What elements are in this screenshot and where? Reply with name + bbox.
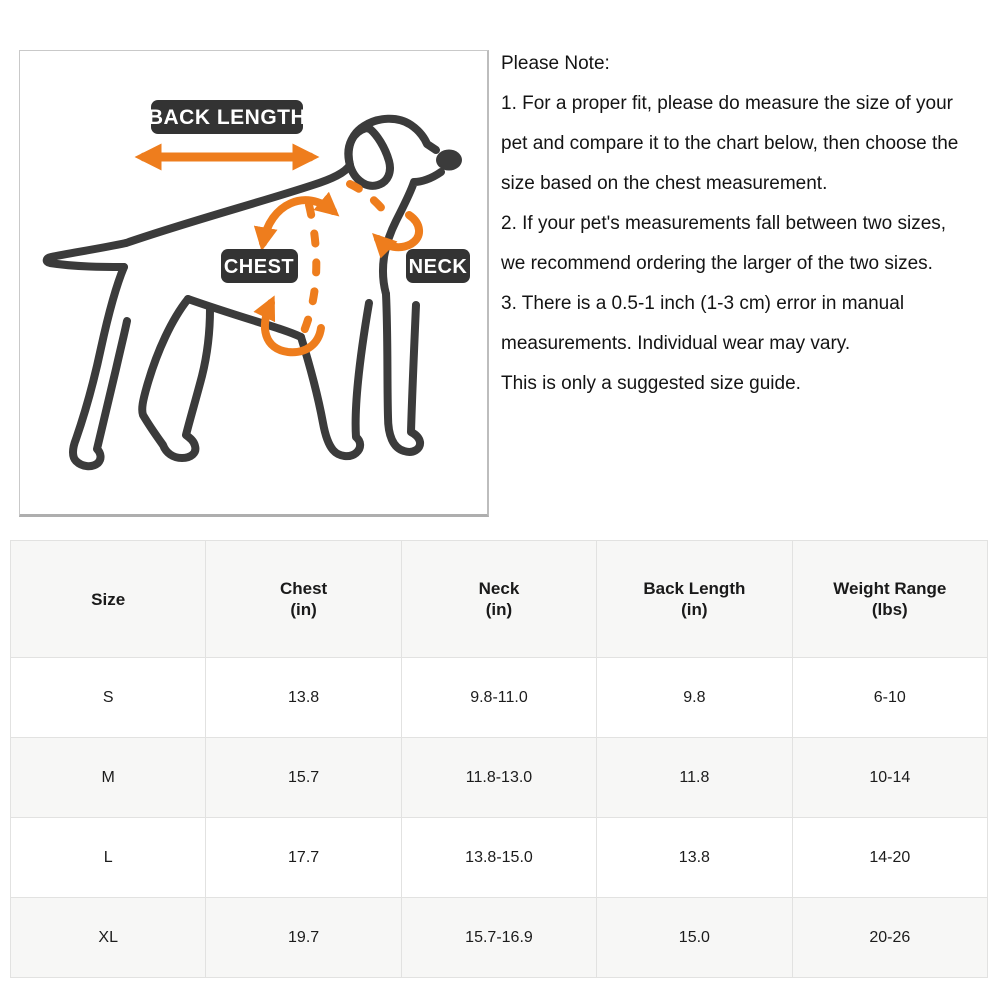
size-chart-table [10, 540, 988, 978]
column-header-back-length: Back Length (in) [597, 541, 792, 658]
dog-diagram-svg [20, 51, 488, 513]
table-row-m [11, 738, 988, 818]
table-cell: 15.7-16.9 [401, 898, 596, 978]
table-cell: 6-10 [792, 658, 987, 738]
table-cell: 11.8 [597, 738, 792, 818]
note-line: 3. There is a 0.5-1 inch (1-3 cm) error in manual [501, 293, 905, 314]
table-cell: 9.8 [597, 658, 792, 738]
table-row-xl [11, 898, 988, 978]
table-cell: 10-14 [792, 738, 987, 818]
table-cell: 19.7 [206, 898, 401, 978]
note-line: we recommend ordering the larger of the two sizes. [501, 253, 933, 274]
chest-girth-dashed-line [304, 205, 316, 331]
dog-front-leg-far [301, 303, 369, 456]
table-cell: 13.8 [206, 658, 401, 738]
dog-nose [436, 150, 462, 171]
column-header-weight: Weight Range (lbs) [792, 541, 987, 658]
note-line: size based on the chest measurement. [501, 173, 828, 194]
note-line: This is only a suggested size guide. [501, 373, 801, 394]
column-header-neck: Neck (in) [401, 541, 596, 658]
dog-outline [47, 119, 462, 466]
table-cell: 9.8-11.0 [401, 658, 596, 738]
table-cell: 11.8-13.0 [401, 738, 596, 818]
table-cell: 20-26 [792, 898, 987, 978]
dog-rear-leg-far [73, 267, 127, 466]
dog-ear [348, 128, 390, 186]
table-row-l [11, 818, 988, 898]
note-line: pet and compare it to the chart below, then choose the [501, 133, 959, 154]
table-cell: 13.8 [597, 818, 792, 898]
table-cell: 17.7 [206, 818, 401, 898]
table-cell: L [11, 818, 206, 898]
dog-rear-leg-near [142, 299, 210, 458]
column-header-size: Size [11, 541, 206, 658]
chest-label: CHEST [223, 256, 295, 278]
column-header-chest: Chest (in) [206, 541, 401, 658]
table-cell: 15.0 [597, 898, 792, 978]
table-cell: 14-20 [792, 818, 987, 898]
dog-measurement-diagram [19, 50, 489, 517]
chest-girth-top-arrow [263, 200, 333, 243]
back-length-label: BACK LENGTH [147, 106, 307, 129]
table-row-s [11, 658, 988, 738]
note-line: Please Note: [501, 53, 610, 74]
dog-belly-line [188, 299, 301, 337]
table-cell: 15.7 [206, 738, 401, 818]
note-line: measurements. Individual wear may vary. [501, 333, 851, 354]
neck-label: NECK [408, 256, 468, 278]
note-line: 1. For a proper fit, please do measure the size of your [501, 93, 954, 114]
diagram-labels [148, 100, 470, 283]
header-row [11, 541, 988, 658]
table-cell: M [11, 738, 206, 818]
table-cell: S [11, 658, 206, 738]
table-cell: XL [11, 898, 206, 978]
dog-front-leg-near [386, 294, 420, 452]
table-cell: 13.8-15.0 [401, 818, 596, 898]
notes [501, 44, 997, 404]
note-line: 2. If your pet's measurements fall between two sizes, [501, 213, 947, 234]
size-chart [10, 540, 988, 978]
dog-tail [47, 243, 126, 267]
